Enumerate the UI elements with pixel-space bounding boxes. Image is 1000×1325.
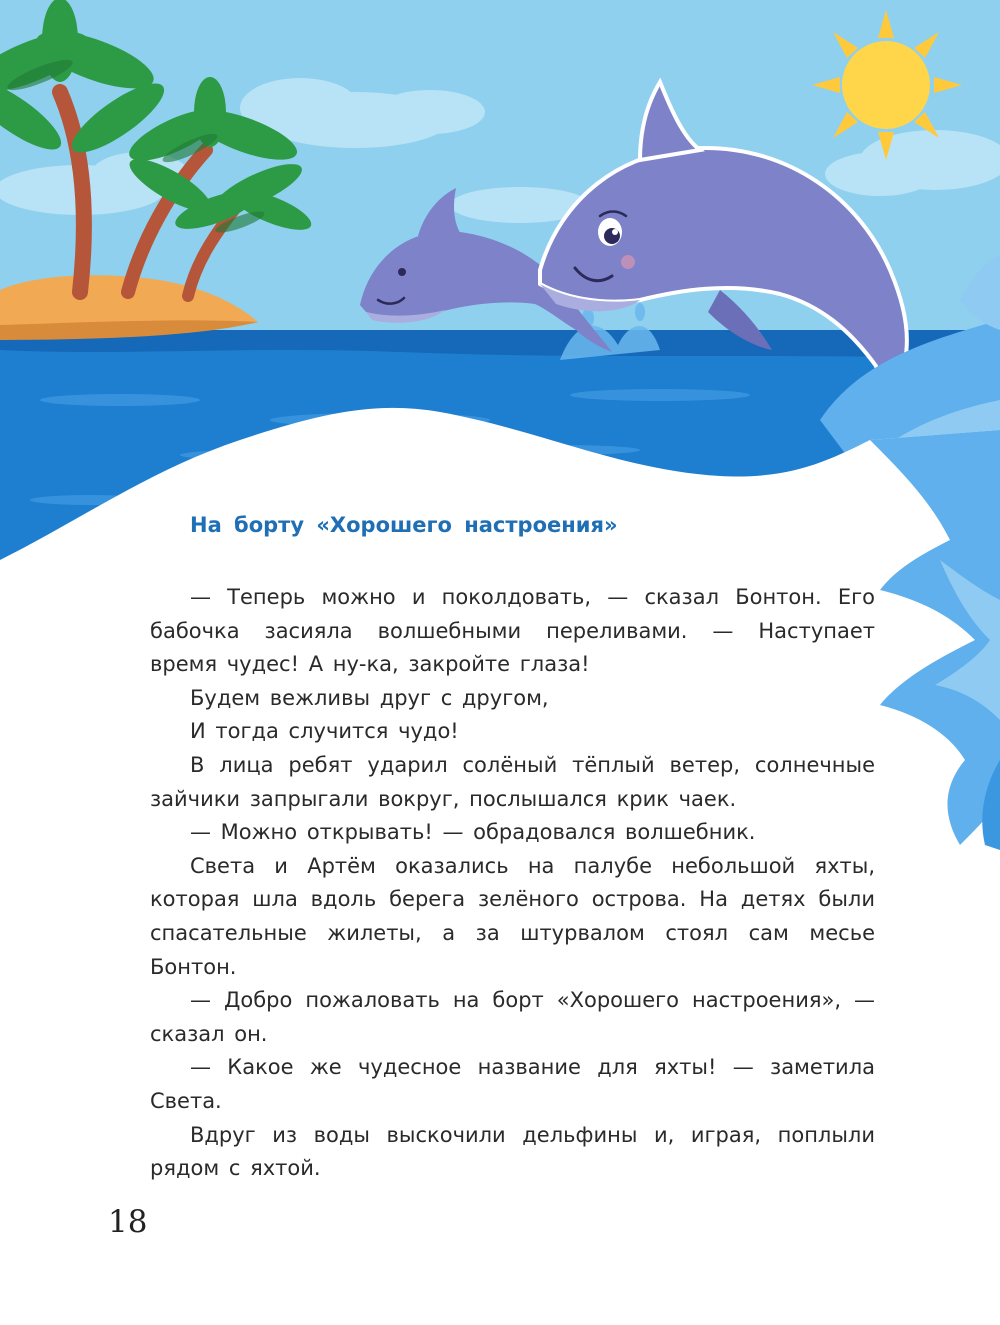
story-paragraph: — Теперь можно и поколдовать, — сказал Бонтон. Его бабочка засияла волшебными переливами. — Наступает время чудес! А ну-ка, закройте глаза! xyxy=(150,585,875,677)
story-paragraph: — Какое же чудесное название для яхты! — заметила Света. xyxy=(150,1055,875,1113)
story-paragraph: — Добро пожаловать на борт «Хорошего настроения», — сказал он. xyxy=(150,988,875,1046)
page-number: 18 xyxy=(108,1204,148,1240)
story-text xyxy=(150,581,875,1186)
story-verse-line: Будем вежливы друг с другом, xyxy=(190,685,549,710)
story-verse-line: И тогда случится чудо! xyxy=(190,719,459,744)
story-paragraph: В лица ребят ударил солёный тёплый ветер, солнечные зайчики запрыгали вокруг, послышался крик чаек. xyxy=(150,752,875,811)
story-paragraph: Света и Артём оказались на палубе небольшой яхты, которая шла вдоль берега зелёного острова. На детях были спасательные жилеты, а за штурвалом стоял сам месье Бонтон. xyxy=(150,853,875,979)
story-paragraph: — Можно открывать! — обрадовался волшебник. xyxy=(190,820,756,845)
story-paragraph: Вдруг из воды выскочили дельфины и, играя, поплыли рядом с яхтой. xyxy=(150,1122,875,1181)
chapter-title: На борту «Хорошего настроения» xyxy=(190,513,618,537)
